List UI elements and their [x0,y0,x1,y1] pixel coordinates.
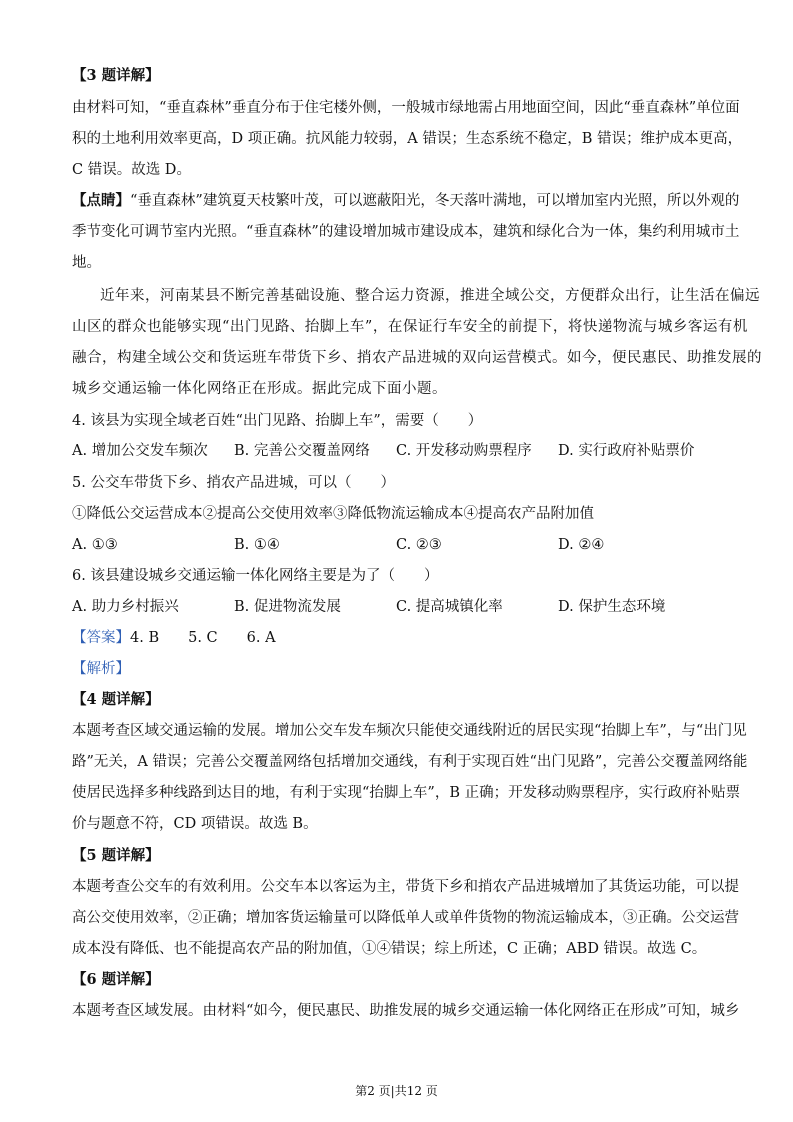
option-c: C. 开发移动购票程序 [396,443,532,459]
tip-text: “垂直森林”建筑夏天枝繁叶茂，可以遮蔽阳光，冬天落叶满地，可以增加室内光照，所以外观的 [130,193,740,209]
text-line: 本题考查区域发展。由材料“如今，便民惠民、助推发展的城乡交通运输一体化网络正在形成”可知，城乡 [72,1003,740,1019]
option-b: B. 完善公交覆盖网络 [234,443,370,459]
heading-q5-detail: 【5 题详解】 [72,847,160,864]
text-line: 高公交使用效率，②正确；增加客货运输量可以降低单人或单件货物的物流运输成本，③正确。公交运营 [72,910,739,926]
text-line: 使居民选择多种线路到达目的地，有利于实现“抬脚上车”，B 正确；开发移动购票程序，实行政府补贴票 [72,785,741,801]
option-a: A. 助力乡村振兴 [72,599,179,615]
answer-label: 【答案】 [72,630,130,646]
heading-q3-detail: 【3 题详解】 [72,67,160,84]
option-a: A. ①③ [72,537,118,553]
text-line: 积的土地利用效率更高，D 项正确。抗风能力较弱，A 错误；生态系统不稳定，B 错误；维护成本更高， [72,131,743,147]
text-line: 由材料可知，“垂直森林”垂直分布于住宅楼外侧，一般城市绿地需占用地面空间，因此“垂直森林”单位面 [72,100,740,116]
option-d: D. ②④ [558,537,605,553]
option-d: D. 实行政府补贴票价 [558,443,695,459]
tip-label: 【点睛】 [72,192,130,209]
analysis-label: 【解析】 [72,661,130,677]
option-b: B. 促进物流发展 [234,599,341,615]
material-line: 融合，构建全域公交和货运班车带货下乡、捎农产品进城的双向运营模式。如今，便民惠民、助推发展的 [72,350,762,366]
text-line: 本题考查公交车的有效利用。公交车本以客运为主，带货下乡和捎农产品进城增加了其货运功能，可以提 [72,879,739,895]
answer-values: 4. B 5. C 6. A [130,630,276,646]
option-b: B. ①④ [234,537,280,553]
option-c: C. 提高城镇化率 [396,599,503,615]
tip-line [72,191,740,211]
text-line: 路”无关，A 错误；完善公交覆盖网络包括增加交通线，有利于实现百姓“出门见路”，完善公交覆盖网络能 [72,754,748,770]
text-line: 本题考查区域交通运输的发展。增加公交车发车频次只能使交通线附近的居民实现“抬脚上车”，与“出门见 [72,723,747,739]
text-line: 成本没有降低、也不能提高农产品的附加值，①④错误；综上所述，C 正确；ABD 错误。故选 C。 [72,941,707,957]
option-d: D. 保护生态环境 [558,599,666,615]
text-line: 价与题意不符，CD 项错误。故选 B。 [72,816,318,832]
question-5: 5. 公交车带货下乡、捎农产品进城，可以（ ） [72,475,395,491]
material-line: 城乡交通运输一体化网络正在形成。据此完成下面小题。 [72,381,447,397]
q5-statements: ①降低公交运营成本②提高公交使用效率③降低物流运输成本④提高农产品附加值 [72,506,594,522]
heading-q4-detail: 【4 题详解】 [72,691,160,708]
text-line: 地。 [72,255,101,271]
option-a: A. 增加公交发车频次 [72,443,208,459]
page-number: 第2 页|共12 页 [355,1084,438,1098]
question-4: 4. 该县为实现全域老百姓“出门见路、抬脚上车”，需要（ ） [72,413,483,429]
question-6: 6. 该县建设城乡交通运输一体化网络主要是为了（ ） [72,568,439,584]
material-line: 山区的群众也能够实现“出门见路、抬脚上车”，在保证行车安全的前提下，将快递物流与城乡客运有机 [72,319,748,335]
text-line: C 错误。故选 D。 [72,162,191,178]
material-line: 近年来，河南某县不断完善基础设施、整合运力资源，推进全域公交，方便群众出行，让生活在偏远 [100,288,760,304]
answer-line [72,628,722,648]
text-line: 季节变化可调节室内光照。“垂直森林”的建设增加城市建设成本，建筑和绿化合为一体，集约利用城市土 [72,224,740,240]
heading-q6-detail: 【6 题详解】 [72,971,160,988]
option-c: C. ②③ [396,537,442,553]
